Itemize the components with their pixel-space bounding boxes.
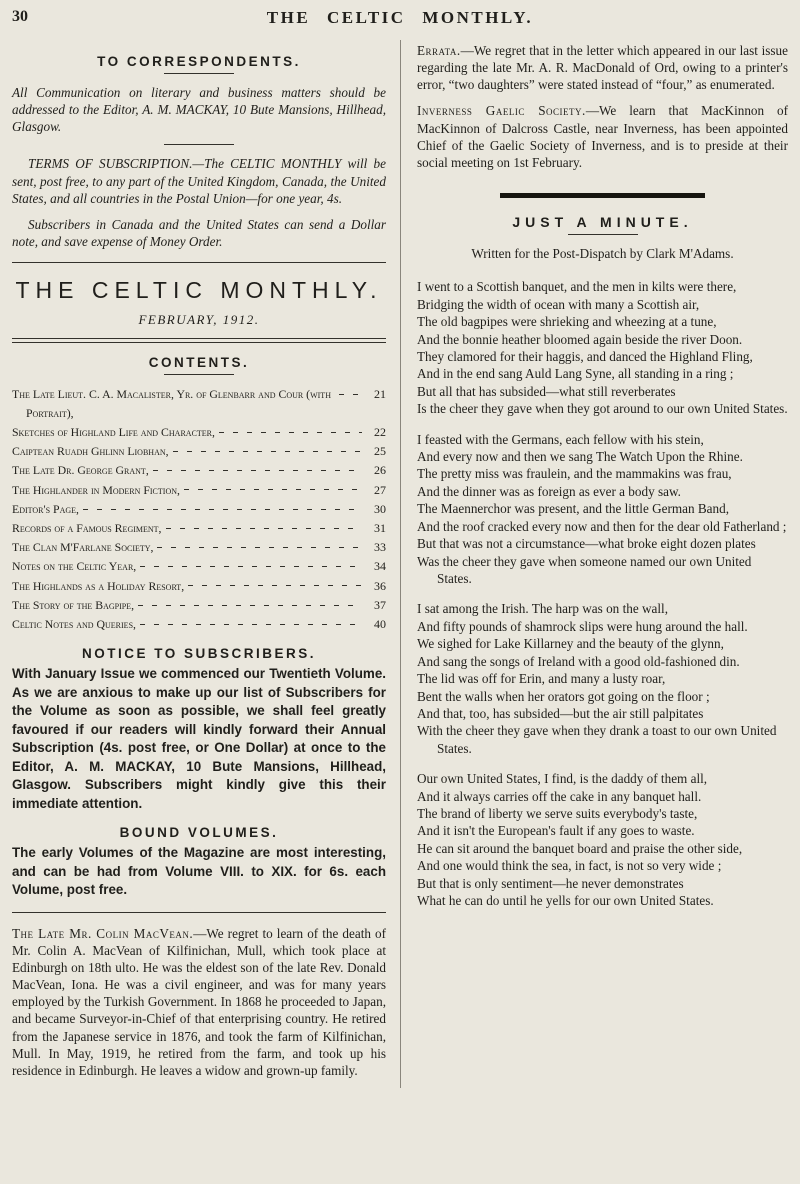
bound-volumes-heading: BOUND VOLUMES. bbox=[119, 825, 279, 841]
correspondents-body: All Communication on literary and business matters should be addressed to the Editor, A. M. MACKAY, 10 Bute Mansions, Hillhead, Glasgow. bbox=[12, 85, 386, 135]
poem-line: And one would think the sea, in fact, is not so very wide ; bbox=[417, 858, 722, 874]
poem-line: They clamored for their haggis, and danced the Highland Fling, bbox=[417, 348, 753, 364]
toc-leader bbox=[153, 465, 362, 474]
poem-line: But that is only sentiment—he never demonstrates bbox=[417, 875, 684, 891]
left-column bbox=[10, 40, 400, 1088]
toc-row bbox=[12, 423, 386, 442]
bound-volumes-body: The early Volumes of the Magazine are most interesting, and can be had from Volume VIII. to XIX. for 6s. each Volume, post free. bbox=[12, 845, 386, 898]
contents-section bbox=[12, 355, 386, 634]
obituary-section bbox=[12, 925, 386, 1079]
poem-line: I went to a Scottish banquet, and the men in kilts were there, bbox=[417, 279, 737, 295]
issue-title: THE CELTIC MONTHLY. bbox=[15, 277, 383, 304]
toc-title: Caiptean Ruadh Ghlinn Liobhan, bbox=[12, 444, 169, 459]
just-a-minute-section bbox=[417, 214, 788, 910]
poem-line: The old bagpipes were shrieking and wheezing at a tune, bbox=[417, 314, 717, 330]
toc-leader bbox=[140, 618, 362, 627]
toc-page-number: 30 bbox=[374, 501, 386, 516]
toc-row bbox=[12, 615, 386, 634]
bound-volumes-section bbox=[12, 825, 386, 900]
poem-line: And it always carries off the cake in any banquet hall. bbox=[417, 788, 702, 804]
toc-row bbox=[12, 538, 386, 557]
poem-stanza-3 bbox=[417, 600, 788, 757]
poem-line: He can sit around the banquet board and praise the other side, bbox=[417, 840, 743, 856]
section-divider-short bbox=[164, 144, 234, 145]
poem-line: And the bonnie heather bloomed again beside the river Doon. bbox=[417, 331, 743, 347]
heading-rule bbox=[568, 234, 638, 235]
toc-row bbox=[12, 385, 386, 423]
toc-leader bbox=[184, 484, 362, 493]
poem-line: And every now and then we sang The Watch Upon the Rhine. bbox=[417, 449, 743, 465]
poem-stanza-4 bbox=[417, 770, 788, 909]
poem-line: And sang the songs of Ireland with a good old-fashioned din. bbox=[417, 653, 740, 669]
toc-leader bbox=[339, 389, 365, 398]
heading-rule bbox=[164, 374, 234, 375]
poem-line: The pretty miss was fraulein, and the mammakins was frau, bbox=[417, 466, 732, 482]
column-rule bbox=[12, 912, 386, 913]
poem-line: We sighed for Lake Killarney and the beauty of the glynn, bbox=[417, 636, 724, 652]
poem-line: And the dinner was as foreign as ever a body saw. bbox=[417, 483, 681, 499]
issue-title-block bbox=[12, 277, 386, 343]
toc-row bbox=[12, 481, 386, 500]
toc-leader bbox=[83, 503, 362, 512]
poem-line: And fifty pounds of shamrock slips were hung around the hall. bbox=[417, 618, 748, 634]
notice-heading: NOTICE TO SUBSCRIBERS. bbox=[81, 646, 317, 662]
double-rule bbox=[12, 338, 386, 343]
obituary-paragraph bbox=[12, 925, 386, 1079]
toc-leader bbox=[188, 580, 362, 589]
toc-page-number: 22 bbox=[374, 425, 386, 439]
toc-leader bbox=[173, 446, 362, 455]
obituary-lead: The Late Mr. Colin MacVean. bbox=[12, 925, 194, 941]
toc-title: Sketches of Highland Life and Character, bbox=[12, 425, 215, 439]
column-rule bbox=[12, 262, 386, 263]
toc-page-number: 34 bbox=[374, 559, 386, 574]
poem-line: Bent the walls when her orators got going on the floor ; bbox=[417, 688, 710, 704]
masthead bbox=[10, 6, 790, 40]
toc-title: Editor's Page, bbox=[12, 501, 79, 516]
toc-row bbox=[12, 500, 386, 519]
toc-title: The Highlands as a Holiday Resort, bbox=[12, 578, 185, 593]
poem-byline: Written for the Post-Dispatch by Clark M'Adams. bbox=[471, 246, 734, 262]
toc-title: Notes on the Celtic Year, bbox=[12, 559, 137, 574]
two-column-layout bbox=[10, 40, 790, 1088]
toc-page-number: 40 bbox=[374, 616, 386, 631]
heading-rule bbox=[164, 73, 234, 74]
toc-title: The Highlander in Modern Fiction, bbox=[12, 482, 180, 497]
toc-row bbox=[12, 557, 386, 576]
notice-body: With January Issue we commenced our Twentieth Volume. As we are anxious to make up our list of Subscribers for the Volume as soon as possible, we shall feel greatly favoured if our readers will kindly forward their Annual Subscription (4s. post free, or One Dollar) at once to the Editor, A. M. MACKAY, 10 Bute Mansions, Hillhead, Glasgow. Subscribers might kindly give this their immediate attention. bbox=[12, 666, 386, 811]
errata-body: —We regret that in the letter which appeared in our last issue regarding the late Mr. A. R. MacDonald of Ord, owing to a printer's error, “two daughters” were stated instead of “four,” as enumerated. bbox=[417, 43, 788, 93]
errata-paragraph bbox=[417, 42, 788, 93]
poem-line: The lid was off for Erin, and many a lusty roar, bbox=[417, 671, 666, 687]
notice-section bbox=[12, 646, 386, 813]
toc-title: Celtic Notes and Queries, bbox=[12, 616, 136, 631]
poem-line: And it isn't the European's fault if any goes to waste. bbox=[417, 823, 695, 839]
toc-page-number: 25 bbox=[374, 444, 386, 459]
toc-leader bbox=[166, 523, 363, 532]
gaelic-society-section bbox=[417, 102, 788, 171]
issue-date: FEBRUARY, 1912. bbox=[138, 312, 260, 328]
subscription-terms-2: Subscribers in Canada and the United States can send a Dollar note, and save expense of Money Order. bbox=[12, 216, 386, 250]
toc-page-number: 21 bbox=[374, 387, 386, 402]
toc-leader bbox=[219, 427, 362, 436]
toc-title: The Late Lieut. C. A. Macalister, Yr. of Glenbarr and Cour (with Portrait), bbox=[12, 387, 331, 421]
poem-line: Our own United States, I find, is the daddy of them all, bbox=[417, 771, 708, 787]
poem-line: Is the cheer they gave when they got around to our own United States. bbox=[417, 401, 788, 417]
toc-row bbox=[12, 596, 386, 615]
toc-page-number: 37 bbox=[374, 597, 386, 612]
gaelic-society-paragraph bbox=[417, 102, 788, 171]
toc-title: The Clan M'Farlane Society, bbox=[12, 540, 154, 555]
poem-line: The Maennerchor was present, and the little German Band, bbox=[417, 501, 729, 517]
toc-page-number: 31 bbox=[374, 520, 386, 535]
gaelic-society-body: —We learn that MacKinnon of MacKinnon of Dalcross Castle, near Inverness, has been appointed Chief of the Gaelic Society of Inverness, and is to preside at their social meeting on 1st February. bbox=[417, 103, 789, 170]
right-column bbox=[400, 40, 790, 1088]
poem-line: But that was not a circumstance—what broke eight dozen plates bbox=[417, 536, 756, 552]
toc-leader bbox=[140, 561, 362, 570]
gaelic-society-lead: Inverness Gaelic Society. bbox=[417, 103, 586, 119]
poem-line: With the cheer they gave when they drank a toast to our own United States. bbox=[417, 723, 777, 756]
toc-page-number: 27 bbox=[374, 482, 386, 497]
poem-line: I sat among the Irish. The harp was on the wall, bbox=[417, 601, 668, 617]
poem-line: Bridging the width of ocean with many a Scottish air, bbox=[417, 296, 700, 312]
toc-title: Records of a Famous Regiment, bbox=[12, 520, 162, 535]
contents-heading: CONTENTS. bbox=[148, 355, 250, 371]
contents-list bbox=[12, 385, 386, 634]
correspondents-heading: TO CORRESPONDENTS. bbox=[97, 54, 301, 69]
toc-title: The Late Dr. George Grant, bbox=[12, 463, 149, 478]
toc-leader bbox=[157, 542, 362, 551]
toc-page-number: 33 bbox=[374, 540, 386, 555]
toc-row bbox=[12, 577, 386, 596]
toc-row bbox=[12, 442, 386, 461]
poem-line: And the roof cracked every now and then for the dear old Fatherland ; bbox=[417, 518, 787, 534]
toc-row bbox=[12, 519, 386, 538]
errata-lead: Errata. bbox=[417, 43, 461, 58]
toc-title: The Story of the Bagpipe, bbox=[12, 597, 135, 612]
thick-divider-bar bbox=[500, 193, 705, 198]
toc-page-number: 36 bbox=[374, 578, 386, 593]
toc-page-number: 26 bbox=[374, 463, 386, 478]
poem-stanza-1 bbox=[417, 278, 788, 417]
toc-leader bbox=[138, 599, 362, 608]
errata-section bbox=[417, 42, 788, 93]
poem-line: And in the end sang Auld Lang Syne, all standing in a ring ; bbox=[417, 366, 734, 382]
toc-row bbox=[12, 461, 386, 480]
masthead-title: THE CELTIC MONTHLY. bbox=[266, 8, 534, 27]
correspondents-section bbox=[12, 54, 386, 250]
obituary-body: —We regret to learn of the death of Mr. Colin A. MacVean of Kilfinichan, Mull, which took place at Edinburgh on 18th ulto. He was the eldest son of the late Rev. Donald MacVean, Iona. He was a civil engineer, and was for many years employed by the Turkish Government. In 1868 he proceeded to Japan, and became Surveyor-in-Chief of that enterprising country. He retired from the Japanese service in 1876, and took the farm of Kilfinichan, Mull. In May, 1919, he retired from the farm, and took up his residence in Edinburgh. He leaves a widow and grown-up family. bbox=[12, 925, 386, 1078]
poem-line: What he can do until he yells for our own United States. bbox=[417, 893, 714, 909]
poem-line: But all that has subsided—what still reverberates bbox=[417, 383, 676, 399]
just-a-minute-heading: JUST A MINUTE. bbox=[512, 214, 693, 231]
poem-line: The brand of liberty we serve suits everybody's taste, bbox=[417, 806, 698, 822]
poem-line: I feasted with the Germans, each fellow with his stein, bbox=[417, 431, 704, 447]
page-number: 30 bbox=[12, 8, 28, 25]
poem-line: Was the cheer they gave when someone named our own United States. bbox=[417, 553, 752, 586]
poem-line: And that, too, has subsided—but the air still palpitates bbox=[417, 705, 704, 721]
subscription-terms: TERMS OF SUBSCRIPTION.—The CELTIC MONTHLY will be sent, post free, to any part of the United Kingdom, Canada, the United States, and all countries in the Postal Union—for one year, 4s. bbox=[12, 156, 386, 206]
poem-stanza-2 bbox=[417, 431, 788, 588]
